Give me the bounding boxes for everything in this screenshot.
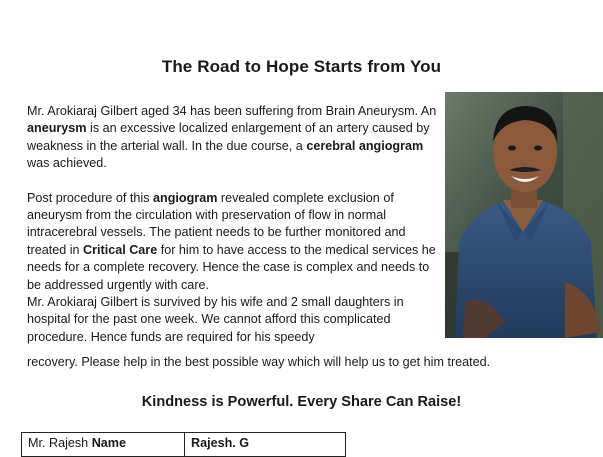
story-text bbox=[27, 103, 442, 346]
contact-label-cell bbox=[22, 433, 185, 457]
table-row bbox=[22, 433, 346, 457]
share-call-to-action: Kindness is Powerful. Every Share Can Raise! bbox=[141, 394, 462, 410]
diagnosis-text-2: is an excessive localized enlargement of an artery caused by weakness in the arterial wall. In the due course, a bbox=[27, 121, 430, 153]
paragraph-gap bbox=[27, 173, 442, 190]
term-critical-care: Critical Care bbox=[83, 242, 158, 257]
diagnosis-text-1: Mr. Arokiaraj Gilbert aged 34 has been suffering from Brain Aneurysm. An bbox=[27, 104, 437, 118]
procedure-text-3: for him to have access to the medical services he needs for a complete recovery. Hence the case is complex and needs to be addressed urgently with care. bbox=[27, 242, 436, 292]
diagnosis-text-3: was achieved. bbox=[27, 156, 107, 171]
paragraph-procedure bbox=[27, 190, 442, 294]
patient-photo-icon bbox=[445, 92, 603, 338]
contact-label-bold: Name bbox=[91, 436, 127, 450]
page-title: The Road to Hope Starts from You bbox=[161, 57, 442, 76]
patient-photo bbox=[445, 92, 603, 338]
contact-table bbox=[21, 432, 346, 457]
paragraph-family: Mr. Arokiaraj Gilbert is survived by his wife and 2 small daughters in hospital for the past one week. We cannot afford this complicated procedure. Hence funds are required for his speedy bbox=[27, 295, 404, 344]
paragraph-diagnosis bbox=[27, 103, 442, 173]
term-cerebral-angiogram: cerebral angiogram bbox=[306, 138, 424, 153]
term-angiogram: angiogram bbox=[153, 190, 218, 205]
procedure-text-2: revealed complete exclusion of aneurysm from the circulation with preservation of flow in normal intracerebral vessels. The patient needs to be further monitored and treated in bbox=[27, 190, 406, 257]
appeal-last-line: recovery. Please help in the best possible way which will help us to get him treated. bbox=[27, 355, 491, 369]
contact-value-cell: Rajesh. G bbox=[185, 433, 346, 457]
procedure-text-1: Post procedure of this bbox=[27, 190, 154, 205]
term-aneurysm: aneurysm bbox=[27, 121, 87, 136]
contact-label-prefix: Mr. Rajesh bbox=[28, 436, 92, 450]
